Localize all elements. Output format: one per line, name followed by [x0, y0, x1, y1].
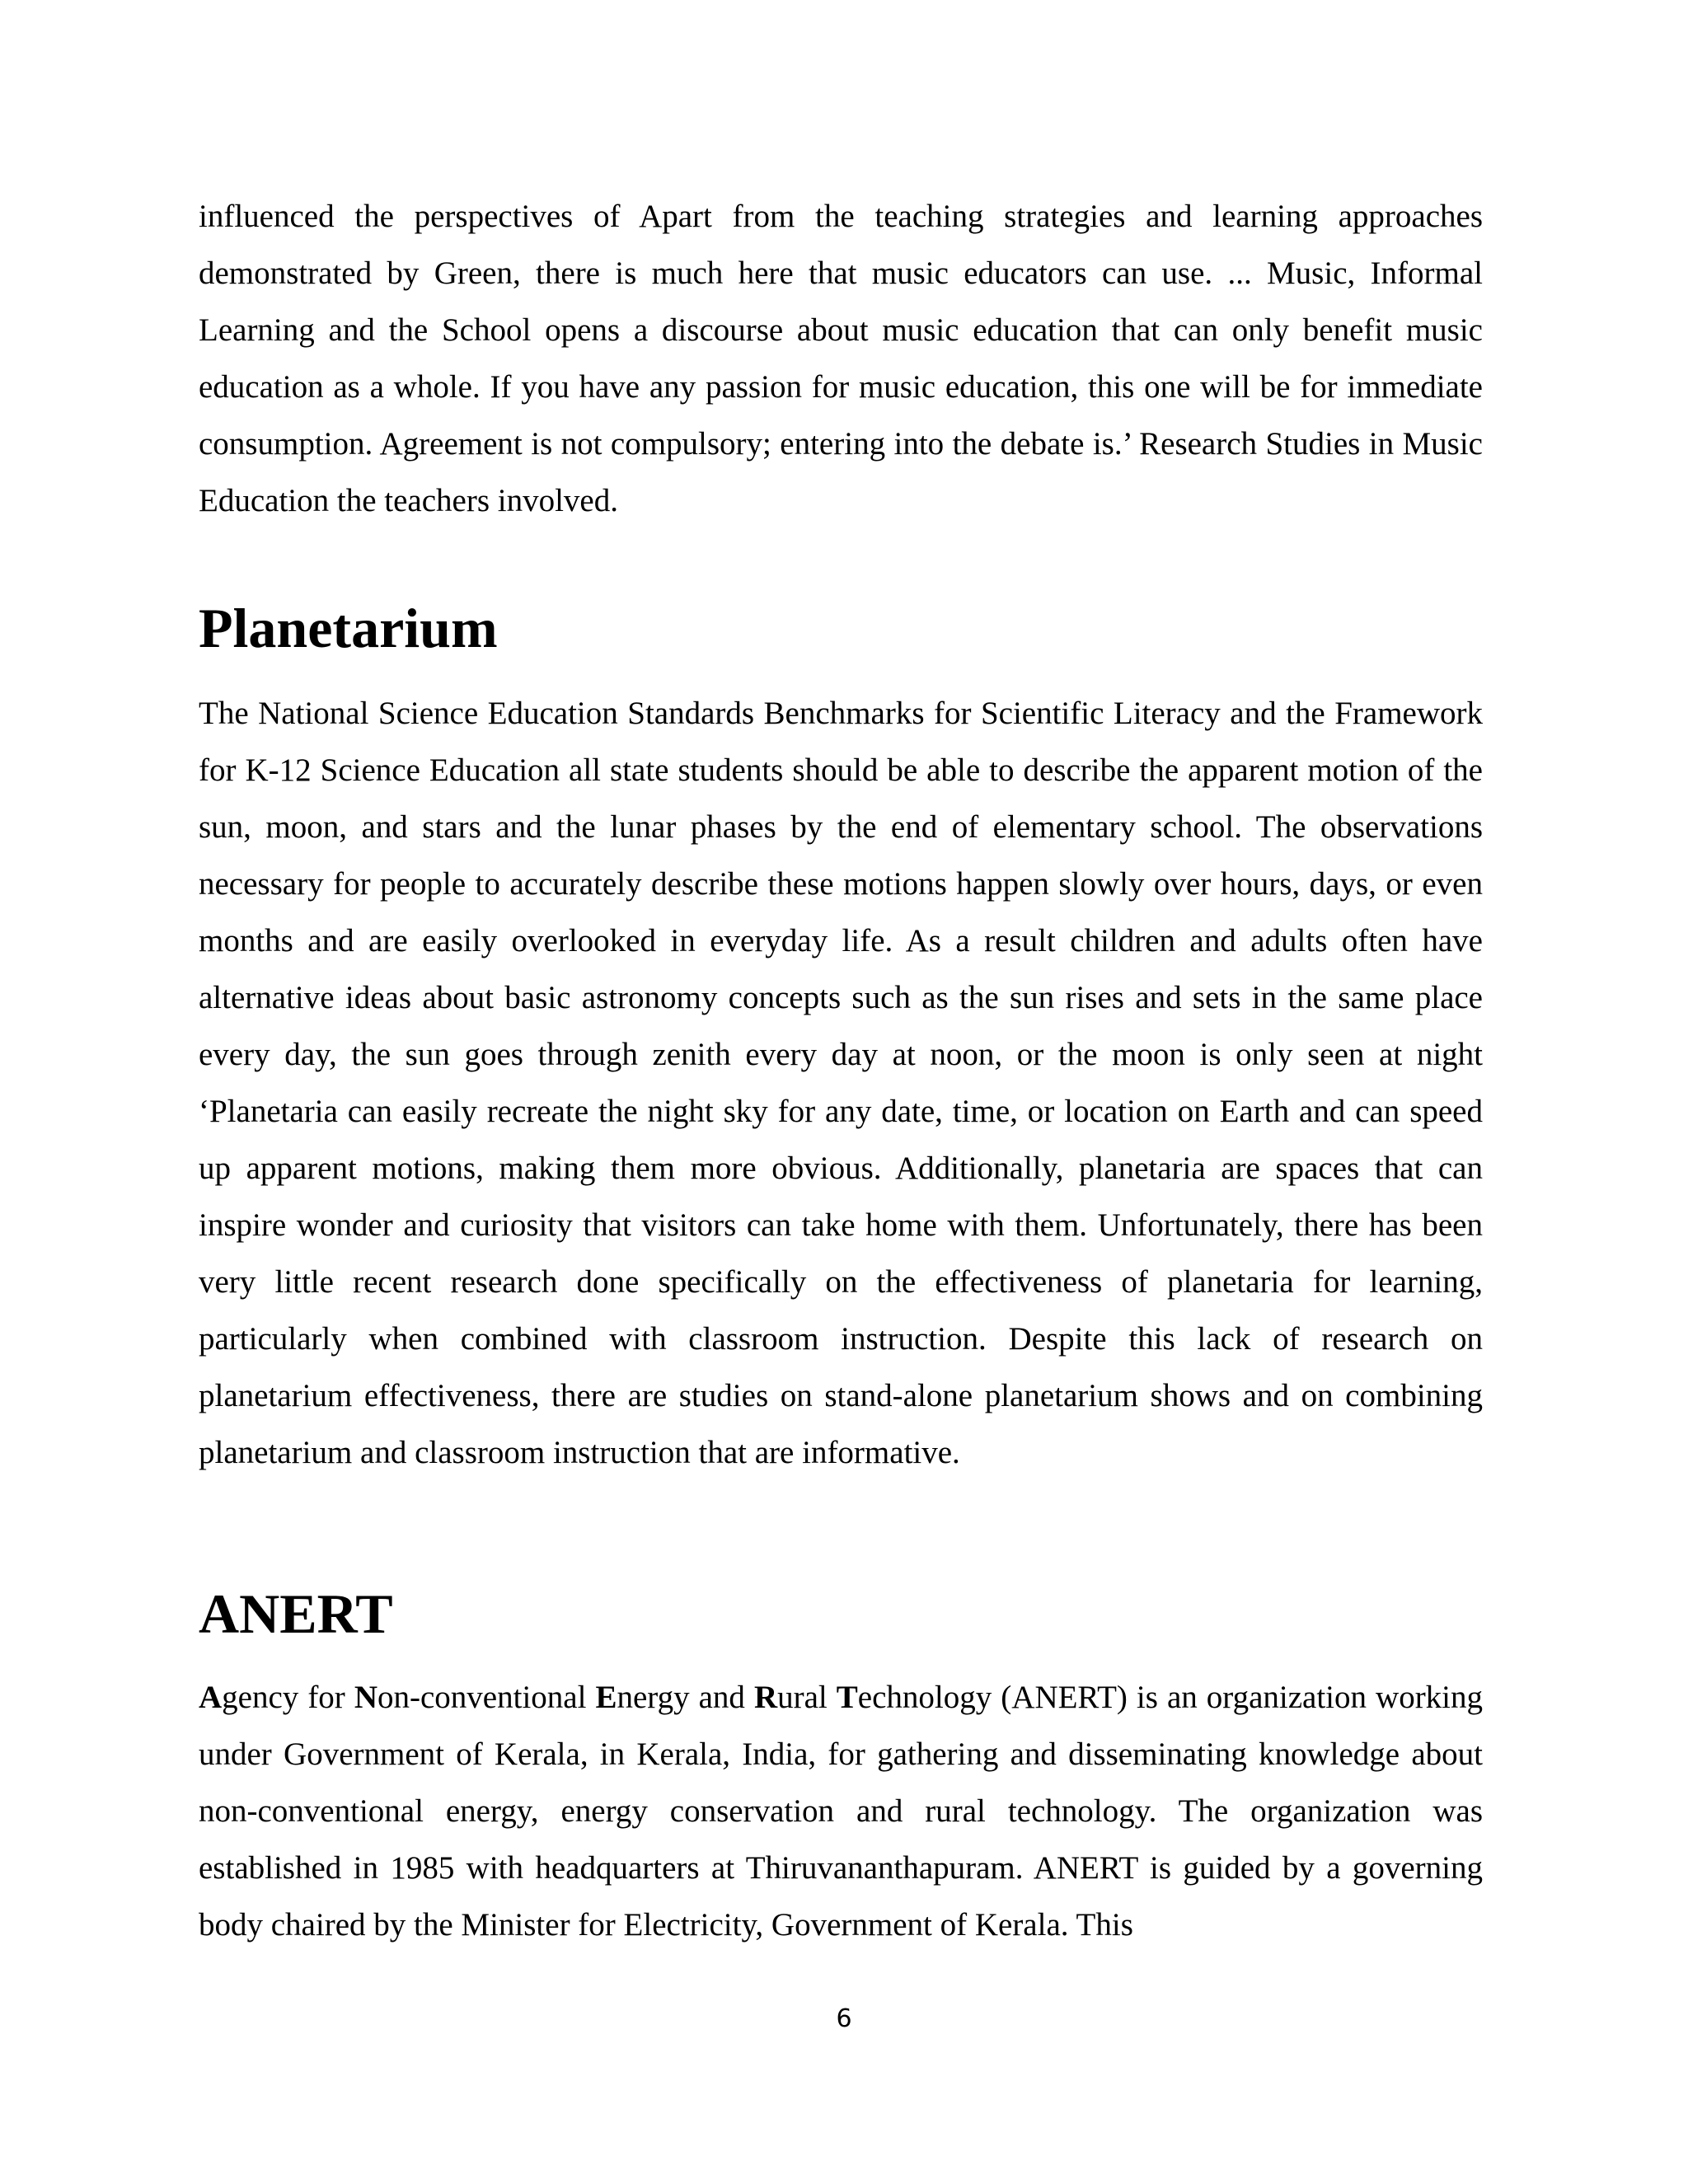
- intro-paragraph: influenced the perspectives of Apart from the teaching strategies and learning approaches demonstrated by Green, there is much here that music educators can use. ... Music, Informal Learning and the School opens a discourse about music education that can only benefit music education as a whole. If you have any passion for music education, this one will be for immediate consumption. Agreement is not compulsory; entering into the debate is.’ Research Studies in Music Education the teachers involved.: [199, 199, 1483, 518]
- acronym-word-rest: ural: [777, 1680, 828, 1715]
- acronym-word-rest: on-conventional: [377, 1680, 587, 1715]
- acronym-initial: T: [836, 1680, 858, 1715]
- anert-paragraph: [199, 1669, 1483, 1953]
- acronym-word-rest: nergy: [617, 1680, 690, 1715]
- acronym-connector: [828, 1680, 837, 1715]
- section-heading-planetarium: Planetarium: [199, 597, 498, 659]
- acronym-initial: N: [354, 1680, 377, 1715]
- acronym-connector: and: [689, 1680, 754, 1715]
- anert-paragraph-text: (ANERT) is an organization working under Government of Kerala, in Kerala, India, for gathering and disseminating knowledge about non-conventional energy, energy conservation and rural technology. The organization was established in 1985 with headquarters at Thiruvananthapuram. ANERT is guided by a governing body chaired by the Minister for Electricity, Government of Kerala. This: [199, 1680, 1484, 1943]
- planetarium-paragraph: The National Science Education Standards Benchmarks for Scientific Literacy and the Framework for K-12 Science Education all state students should be able to describe the apparent motion of the sun, moon, and stars and the lunar phases by the end of elementary school. The observations necessary for people to accurately describe these motions happen slowly over hours, days, or even months and are easily overlooked in everyday life. As a result children and adults often have alternative ideas about basic astronomy concepts such as the sun rises and sets in the same place every day, the sun goes through zenith every day at noon, or the moon is only seen at night ‘Planetaria can easily recreate the night sky for any date, time, or location on Earth and can speed up apparent motions, making them more obvious. Additionally, planetaria are spaces that can inspire wonder and curiosity that visitors can take home with them. Unfortunately, there has been very little recent research done specifically on the effectiveness of planetaria for learning, particularly when combined with classroom instruction. Despite this lack of research on planetarium effectiveness, there are studies on stand-alone planetarium shows and on combining planetarium and classroom instruction that are informative.: [199, 696, 1483, 1470]
- section-heading-anert: ANERT: [199, 1582, 393, 1645]
- page-number: 6: [836, 2004, 852, 2033]
- acronym-word-rest: echnology: [857, 1680, 992, 1715]
- acronym-initial: R: [753, 1680, 778, 1715]
- acronym-connector: [586, 1680, 595, 1715]
- acronym-connector: for: [298, 1680, 354, 1715]
- acronym-initial: E: [595, 1680, 617, 1715]
- anert-acronym-expansion: [199, 1680, 992, 1715]
- acronym-word-rest: gency: [222, 1680, 299, 1715]
- acronym-initial: A: [199, 1680, 223, 1715]
